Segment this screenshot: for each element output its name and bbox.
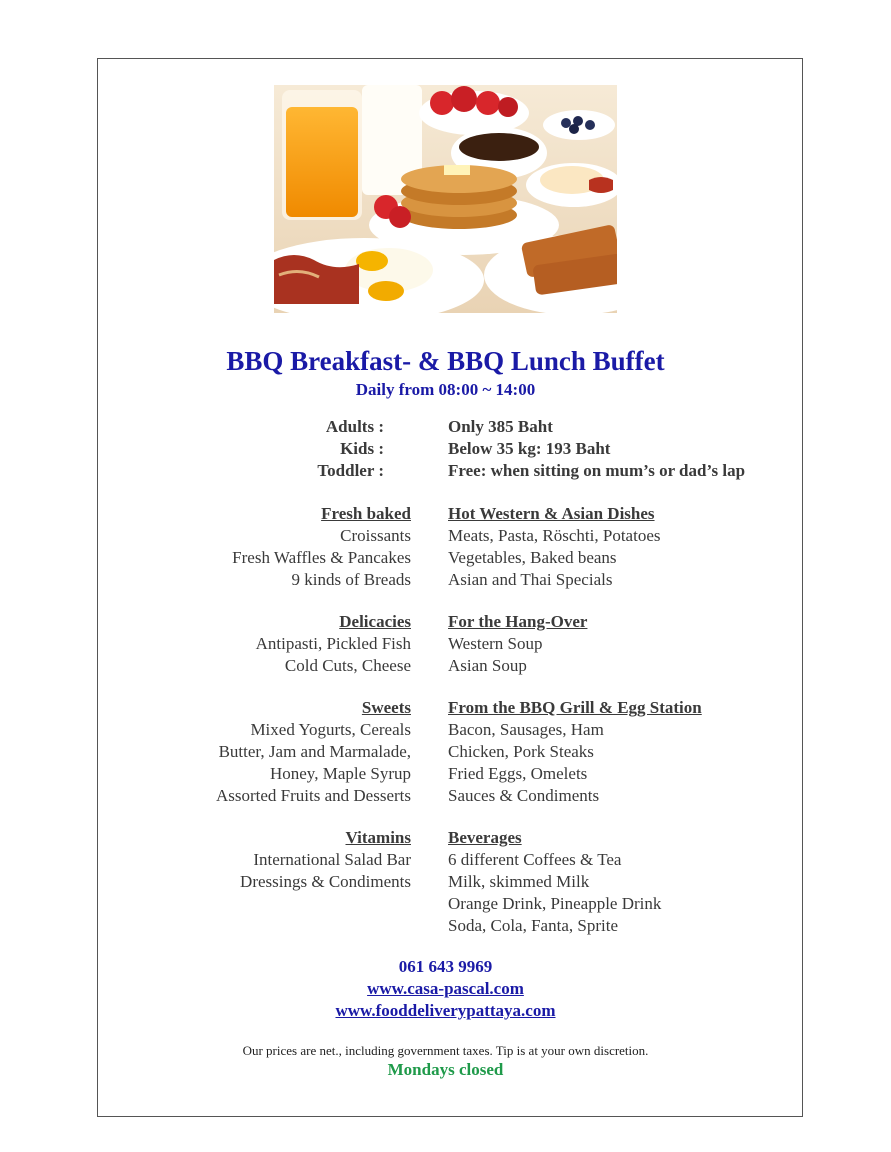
menu-item: Dressings & Condiments [240,872,411,891]
page-title: BBQ Breakfast- & BBQ Lunch Buffet [226,346,665,376]
menu-item: Fresh Waffles & Pancakes [232,548,411,567]
section-heading-bbq-grill: From the BBQ Grill & Egg Station [448,698,702,717]
menu-item: Croissants [340,526,411,545]
menu-item: Western Soup [448,634,543,653]
price-value-toddler: Free: when sitting on mum’s or dad’s lap [448,461,746,480]
menu-item: Soda, Cola, Fanta, Sprite [448,916,618,935]
opening-hours: Daily from 08:00 ~ 14:00 [355,380,536,399]
menu-item: Antipasti, Pickled Fish [255,634,411,653]
menu-item: Chicken, Pork Steaks [448,742,594,761]
menu-item: International Salad Bar [253,850,411,869]
menu-item: Milk, skimmed Milk [448,872,590,891]
website-link-casa-pascal[interactable]: www.casa-pascal.com [367,979,524,998]
menu-item: Orange Drink, Pineapple Drink [448,894,662,913]
menu-item: Assorted Fruits and Desserts [215,786,411,805]
menu-item: Asian Soup [448,656,527,675]
section-heading-delicacies: Delicacies [339,612,411,631]
menu-item: Fried Eggs, Omelets [448,764,588,783]
menu-item: Honey, Maple Syrup [269,764,411,783]
price-label-adults: Adults : [325,417,384,436]
menu-item: Cold Cuts, Cheese [284,656,411,675]
closed-notice: Mondays closed [387,1060,504,1079]
section-heading-hot-dishes: Hot Western & Asian Dishes [448,504,655,523]
section-heading-hang-over: For the Hang-Over [448,612,588,631]
section-heading-vitamins: Vitamins [345,828,411,847]
menu-item: Meats, Pasta, Röschti, Potatoes [448,526,661,545]
section-heading-fresh-baked: Fresh baked [321,504,411,523]
menu-item: 6 different Coffees & Tea [448,850,622,869]
menu-item: Mixed Yogurts, Cereals [250,720,411,739]
price-value-kids: Below 35 kg: 193 Baht [448,439,611,458]
price-footnote: Our prices are net., including government taxes. Tip is at your own discretion. [242,1043,649,1058]
price-label-toddler: Toddler : [317,461,384,480]
menu-item: 9 kinds of Breads [291,570,411,589]
price-label-kids: Kids : [340,439,384,458]
menu-item: Asian and Thai Specials [448,570,613,589]
menu-item: Sauces & Condiments [448,786,600,805]
menu-item: Bacon, Sausages, Ham [448,720,604,739]
menu-item: Vegetables, Baked beans [448,548,617,567]
phone-number: 061 643 9969 [398,957,493,976]
section-heading-sweets: Sweets [361,698,411,717]
menu-item: Butter, Jam and Marmalade, [218,742,411,761]
section-heading-beverages: Beverages [448,828,522,847]
breakfast-photo [274,85,617,313]
price-value-adults: Only 385 Baht [448,417,553,436]
website-link-food-delivery[interactable]: www.fooddeliverypattaya.com [335,1001,556,1020]
